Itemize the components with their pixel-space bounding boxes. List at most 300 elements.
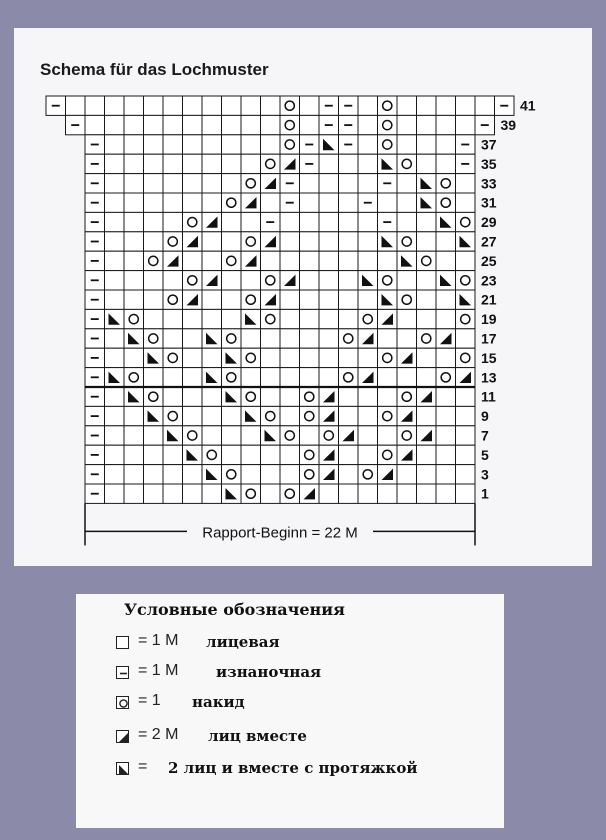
chart-cell	[163, 154, 183, 173]
chart-cell	[202, 232, 222, 251]
chart-cell	[202, 406, 222, 425]
chart-cell	[163, 115, 183, 134]
chart-cell	[202, 465, 222, 484]
chart-cell	[163, 484, 183, 503]
chart-cell	[222, 368, 242, 387]
chart-cell	[202, 212, 222, 231]
chart-cell	[85, 96, 105, 115]
chart-cell	[202, 290, 222, 309]
chart-cell	[280, 387, 300, 406]
chart-cell	[358, 251, 378, 270]
chart-cell	[397, 426, 417, 445]
yarn-over-symbol-icon	[116, 696, 129, 709]
chart-cell	[105, 406, 125, 425]
chart-cell	[339, 251, 359, 270]
chart-cell	[144, 290, 164, 309]
chart-cell	[280, 426, 300, 445]
knit-symbol-icon	[116, 636, 129, 649]
chart-cell	[183, 426, 203, 445]
chart-cell	[163, 193, 183, 212]
chart-cell	[163, 271, 183, 290]
chart-cell	[222, 232, 242, 251]
chart-cell	[397, 465, 417, 484]
chart-cell	[358, 212, 378, 231]
chart-cell	[300, 271, 320, 290]
chart-cell	[241, 115, 261, 134]
chart-cell	[261, 309, 281, 328]
chart-cell	[436, 348, 456, 367]
ssk-symbol-icon	[116, 762, 129, 775]
chart-cell	[300, 387, 320, 406]
chart-cell	[202, 348, 222, 367]
chart-cell	[339, 309, 359, 328]
legend-desc: лицевая	[206, 633, 280, 651]
chart-cell	[417, 348, 437, 367]
chart-cell	[144, 271, 164, 290]
chart-cell	[456, 465, 476, 484]
chart-cell	[397, 368, 417, 387]
row-number: 23	[481, 272, 497, 289]
chart-cell	[456, 426, 476, 445]
chart-cell	[163, 387, 183, 406]
chart-cell	[163, 135, 183, 154]
chart-cell	[319, 251, 339, 270]
chart-cell	[475, 96, 495, 115]
chart-cell	[183, 309, 203, 328]
chart-cell	[222, 135, 242, 154]
chart-cell	[397, 115, 417, 134]
chart-cell	[241, 251, 261, 270]
chart-cell	[417, 271, 437, 290]
chart-cell	[319, 271, 339, 290]
chart-cell	[105, 368, 125, 387]
chart-cell	[163, 329, 183, 348]
chart-cell	[241, 154, 261, 173]
legend	[76, 594, 504, 828]
chart-cell	[124, 115, 144, 134]
chart-cell	[436, 290, 456, 309]
chart-cell	[183, 387, 203, 406]
chart-cell	[124, 465, 144, 484]
chart-cell	[280, 154, 300, 173]
chart-cell	[261, 271, 281, 290]
chart-cell	[183, 271, 203, 290]
legend-eq: = 1	[138, 692, 161, 709]
chart-cell	[105, 348, 125, 367]
chart-cell	[436, 212, 456, 231]
chart-cell	[222, 406, 242, 425]
chart-cell	[339, 329, 359, 348]
chart-cell	[417, 406, 437, 425]
chart-cell	[339, 484, 359, 503]
chart-cell	[339, 290, 359, 309]
k2tog-symbol-icon	[116, 730, 129, 743]
chart-cell	[222, 290, 242, 309]
chart-cell	[319, 232, 339, 251]
chart-cell	[183, 135, 203, 154]
chart-cell	[105, 426, 125, 445]
chart-cell	[300, 329, 320, 348]
chart-cell	[436, 445, 456, 464]
chart-cell	[124, 290, 144, 309]
chart-cell	[144, 174, 164, 193]
chart-cell	[66, 96, 86, 115]
chart-cell	[300, 174, 320, 193]
chart-cell	[358, 154, 378, 173]
chart-cell	[222, 309, 242, 328]
chart-cell	[319, 154, 339, 173]
chart-cell	[280, 271, 300, 290]
chart-cell	[339, 271, 359, 290]
chart-cell	[261, 368, 281, 387]
chart-cell	[163, 309, 183, 328]
row-number: 35	[481, 155, 497, 172]
chart-cell	[222, 115, 242, 134]
chart-cell	[241, 290, 261, 309]
chart-cell	[319, 329, 339, 348]
chart-cell	[319, 484, 339, 503]
chart-cell	[202, 445, 222, 464]
chart-cell	[436, 174, 456, 193]
chart-cell	[105, 465, 125, 484]
chart-cell	[300, 426, 320, 445]
chart-cell	[417, 465, 437, 484]
chart-cell	[339, 212, 359, 231]
chart-cell	[163, 96, 183, 115]
chart-cell	[144, 232, 164, 251]
chart-cell	[183, 193, 203, 212]
chart-cell	[378, 329, 398, 348]
legend-desc: 2 лиц и вместе с протяжкой	[168, 759, 418, 777]
chart-cell	[280, 445, 300, 464]
chart-cell	[280, 309, 300, 328]
chart-cell	[358, 484, 378, 503]
chart-cell	[163, 212, 183, 231]
chart-cell	[183, 484, 203, 503]
chart-cell	[378, 348, 398, 367]
chart-cell	[261, 465, 281, 484]
chart-cell	[163, 406, 183, 425]
chart-cell	[300, 96, 320, 115]
chart-cell	[397, 271, 417, 290]
chart-cell	[241, 484, 261, 503]
chart-cell	[222, 96, 242, 115]
chart-cell	[105, 484, 125, 503]
chart-cell	[261, 445, 281, 464]
chart-cell	[378, 193, 398, 212]
chart-cell	[280, 290, 300, 309]
chart-cell	[358, 445, 378, 464]
chart-cell	[397, 135, 417, 154]
chart-cell	[456, 387, 476, 406]
row-number: 15	[481, 349, 497, 366]
chart-cell	[456, 271, 476, 290]
row-number: 33	[481, 175, 497, 192]
chart-cell	[183, 154, 203, 173]
chart-cell	[105, 212, 125, 231]
chart-cell	[319, 465, 339, 484]
chart-cell	[300, 465, 320, 484]
chart-cell	[183, 465, 203, 484]
chart-cell	[261, 135, 281, 154]
chart-cell	[339, 348, 359, 367]
chart-cell	[124, 193, 144, 212]
chart-cell	[222, 465, 242, 484]
chart-cell	[397, 154, 417, 173]
chart-cell	[163, 174, 183, 193]
chart-cell	[144, 115, 164, 134]
chart-cell	[436, 465, 456, 484]
chart-title: Schema für das Lochmuster	[40, 60, 269, 79]
row-number: 7	[481, 427, 489, 444]
chart-cell	[417, 290, 437, 309]
chart-cell	[358, 135, 378, 154]
chart-cell	[300, 290, 320, 309]
chart-cell	[397, 290, 417, 309]
chart-cell	[241, 232, 261, 251]
chart-cell	[202, 426, 222, 445]
chart-cell	[144, 212, 164, 231]
chart-cell	[280, 135, 300, 154]
chart-cell	[124, 154, 144, 173]
chart-cell	[124, 232, 144, 251]
chart-cell	[280, 348, 300, 367]
chart-cell	[124, 96, 144, 115]
chart-cell	[456, 96, 476, 115]
row-number: 5	[481, 446, 489, 463]
chart-cell	[319, 426, 339, 445]
chart-cell	[202, 271, 222, 290]
chart-cell	[241, 348, 261, 367]
chart-cell	[280, 465, 300, 484]
chart-cell	[397, 309, 417, 328]
legend-eq: =	[138, 758, 148, 775]
chart-cell	[378, 115, 398, 134]
chart-cell	[378, 135, 398, 154]
row-number: 27	[481, 233, 497, 250]
chart-cell	[280, 484, 300, 503]
chart-cell	[280, 368, 300, 387]
chart-cell	[105, 271, 125, 290]
chart-cell	[222, 426, 242, 445]
chart-cell	[319, 174, 339, 193]
chart-cell	[144, 329, 164, 348]
chart-cell	[144, 193, 164, 212]
chart-cell	[456, 445, 476, 464]
chart-cell	[358, 426, 378, 445]
chart-cell	[241, 445, 261, 464]
row-number: 37	[481, 136, 497, 153]
chart-cell	[456, 406, 476, 425]
chart-cell	[183, 212, 203, 231]
chart-cell	[436, 368, 456, 387]
row-number: 39	[500, 117, 517, 134]
chart-cell	[280, 96, 300, 115]
chart-cell	[300, 251, 320, 270]
chart-cell	[378, 96, 398, 115]
chart-cell	[241, 212, 261, 231]
chart-cell	[378, 484, 398, 503]
chart-cell	[222, 329, 242, 348]
chart-cell	[144, 406, 164, 425]
chart-cell	[436, 271, 456, 290]
chart-cell	[417, 368, 437, 387]
chart-cell	[144, 445, 164, 464]
chart-cell	[417, 96, 437, 115]
chart-cell	[358, 406, 378, 425]
chart-cell	[417, 232, 437, 251]
legend-title: Условные обозначения	[124, 600, 345, 619]
chart-cell	[339, 387, 359, 406]
chart-cell	[378, 406, 398, 425]
chart-cell	[339, 445, 359, 464]
chart-cell	[202, 251, 222, 270]
chart-cell	[397, 193, 417, 212]
chart-cell	[397, 484, 417, 503]
chart-cell	[417, 484, 437, 503]
chart-cell	[378, 426, 398, 445]
chart-cell	[456, 329, 476, 348]
chart-cell	[241, 329, 261, 348]
legend-desc: изнаночная	[216, 663, 322, 681]
chart-cell	[397, 406, 417, 425]
chart-cell	[456, 212, 476, 231]
chart-cell	[144, 309, 164, 328]
row-number: 11	[481, 388, 496, 405]
chart-cell	[163, 251, 183, 270]
chart-cell	[183, 96, 203, 115]
chart-cell	[339, 174, 359, 193]
chart-cell	[183, 251, 203, 270]
chart-cell	[105, 387, 125, 406]
chart-cell	[202, 387, 222, 406]
row-number: 29	[481, 214, 497, 231]
chart-cell	[280, 406, 300, 425]
row-number: 17	[481, 330, 497, 347]
chart-cell	[202, 135, 222, 154]
chart-cell	[261, 154, 281, 173]
chart-cell	[378, 154, 398, 173]
chart-cell	[397, 212, 417, 231]
chart-cell	[144, 387, 164, 406]
chart-cell	[261, 348, 281, 367]
chart-cell	[144, 484, 164, 503]
chart-cell	[436, 387, 456, 406]
chart-cell	[124, 368, 144, 387]
chart-cell	[241, 96, 261, 115]
chart-cell	[124, 212, 144, 231]
chart-cell	[261, 251, 281, 270]
chart-cell	[241, 135, 261, 154]
chart-cell	[436, 406, 456, 425]
chart-cell	[378, 465, 398, 484]
chart-cell	[456, 484, 476, 503]
chart-cell	[222, 174, 242, 193]
chart-cell	[300, 368, 320, 387]
chart-cell	[300, 348, 320, 367]
chart-cell	[124, 251, 144, 270]
chart-cell	[202, 115, 222, 134]
chart-cell	[183, 368, 203, 387]
row-number: 1	[481, 485, 489, 502]
chart-cell	[241, 465, 261, 484]
chart-cell	[124, 135, 144, 154]
chart-cell	[397, 387, 417, 406]
chart-cell	[105, 135, 125, 154]
chart-cell	[378, 251, 398, 270]
row-number: 19	[481, 311, 497, 328]
chart-cell	[202, 174, 222, 193]
chart-cell	[378, 445, 398, 464]
chart-cell	[183, 115, 203, 134]
chart-cell	[183, 329, 203, 348]
chart-cell	[417, 212, 437, 231]
chart-cell	[144, 426, 164, 445]
chart-cell	[280, 212, 300, 231]
chart-cell	[241, 368, 261, 387]
chart-cell	[436, 309, 456, 328]
legend-desc: лиц вместе	[208, 727, 307, 745]
chart-cell	[300, 309, 320, 328]
chart-cell	[124, 406, 144, 425]
chart-cell	[436, 115, 456, 134]
chart-cell	[339, 154, 359, 173]
chart-cell	[261, 484, 281, 503]
legend-desc: накид	[192, 693, 245, 711]
chart-cell	[261, 329, 281, 348]
chart-cell	[358, 465, 378, 484]
chart-cell	[280, 232, 300, 251]
chart-cell	[144, 368, 164, 387]
chart-cell	[261, 406, 281, 425]
chart-cell	[358, 174, 378, 193]
chart-cell	[378, 271, 398, 290]
chart-cell	[124, 348, 144, 367]
chart-cell	[339, 465, 359, 484]
chart-cell	[417, 154, 437, 173]
chart-cell	[105, 251, 125, 270]
chart-cell	[202, 309, 222, 328]
chart-cell	[202, 484, 222, 503]
chart-cell	[163, 368, 183, 387]
chart-cell	[144, 96, 164, 115]
chart-cell	[456, 309, 476, 328]
row-number: 21	[481, 291, 497, 308]
chart-cell	[300, 445, 320, 464]
chart-cell	[339, 232, 359, 251]
chart-cell	[280, 329, 300, 348]
legend-eq: = 2 M	[138, 726, 179, 743]
chart-cell	[319, 348, 339, 367]
chart-cell	[144, 465, 164, 484]
chart-cell	[378, 309, 398, 328]
chart-cell	[456, 174, 476, 193]
chart-cell	[105, 96, 125, 115]
chart-cell	[456, 193, 476, 212]
chart-cell	[319, 406, 339, 425]
chart-cell	[339, 406, 359, 425]
chart-cell	[105, 232, 125, 251]
chart-cell	[241, 406, 261, 425]
chart-cell	[397, 232, 417, 251]
row-number: 31	[481, 194, 497, 211]
chart-cell	[319, 368, 339, 387]
chart-cell	[105, 329, 125, 348]
chart-cell	[397, 174, 417, 193]
chart-cell	[417, 135, 437, 154]
chart-cell	[397, 96, 417, 115]
chart-cell	[105, 193, 125, 212]
